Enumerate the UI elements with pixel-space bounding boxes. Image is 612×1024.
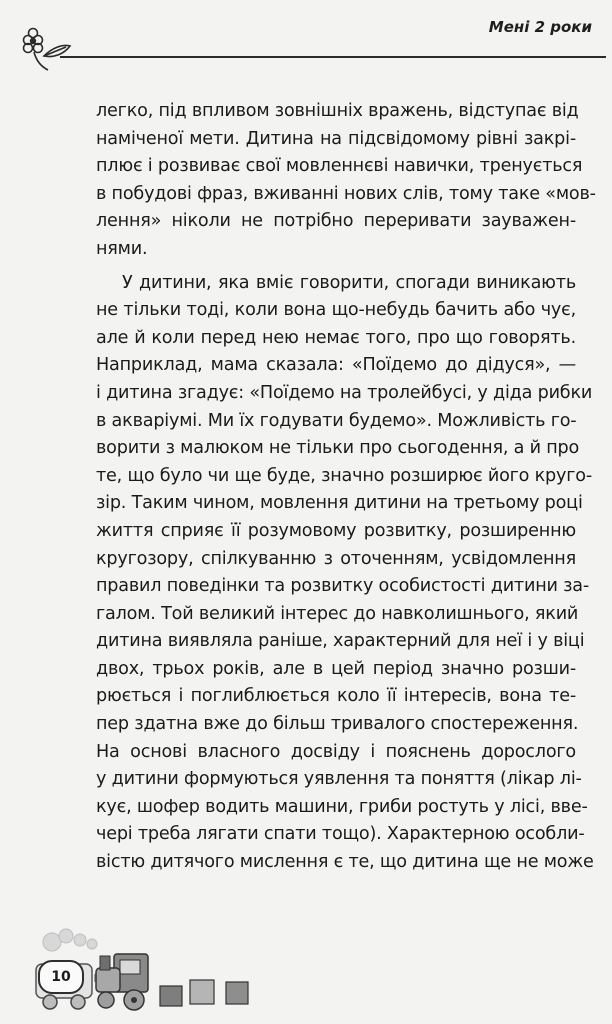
page-number-badge: 10 <box>38 960 84 994</box>
text-line: не тільки тоді, коли вона що-небудь бачить або чує, <box>96 300 576 321</box>
text-line: дитина виявляла раніше, характерний для неї і у віці <box>96 631 585 652</box>
text-line: кругозору, спілкуванню з оточенням, усвідомлення <box>96 548 576 569</box>
text-line: галом. Той великий інтерес до навколишнього, який <box>96 603 579 624</box>
text-line: але й коли перед нею немає того, про що говорять. <box>96 327 576 348</box>
text-line: в побудові фраз, вживанні нових слів, тому таке «мов- <box>96 183 596 204</box>
text-line: На основі власного досвіду і пояснень дорослого <box>96 741 576 762</box>
text-line: наміченої мети. Дитина на підсвідомому рівні закрі- <box>96 128 576 149</box>
text-line: легко, під впливом зовнішніх вражень, відступає від <box>96 101 579 121</box>
text-line: в акваріумі. Ми їх годувати будемо». Можливість го- <box>96 410 577 431</box>
text-line: вістю дитячого мислення є те, що дитина ще не може <box>96 852 594 873</box>
text-line: нями. <box>96 238 148 259</box>
text-line: плює і розвиває свої мовленнєві навички, тренується <box>96 156 583 177</box>
text-line: кує, шофер водить машини, гриби ростуть у лісі, вве- <box>96 796 588 817</box>
text-line: пер здатна вже до більш тривалого спостереження. <box>96 714 579 735</box>
text-line: лення» ніколи не потрібно переривати зауважен- <box>96 211 576 232</box>
text-line: і дитина згадує: «Поїдемо на тролейбусі, у діда рибки <box>96 382 593 403</box>
text-line: рюється і поглиблюється коло її інтересів, вона те- <box>96 686 576 707</box>
header-divider <box>60 56 606 58</box>
text-line: життя сприяє її розумовому розвитку, розширенню <box>96 520 576 541</box>
text-line: правил поведінки та розвитку особистості дитини за- <box>96 576 590 597</box>
text-line: у дитини формуються уявлення та поняття (лікар лі- <box>96 769 582 790</box>
text-line: зір. Таким чином, мовлення дитини на третьому році <box>96 493 583 514</box>
paragraph-2 <box>96 270 594 877</box>
text-line: двох, трьох років, але в цей період значно розши- <box>96 658 576 679</box>
page-header <box>0 0 612 80</box>
text-line: Наприклад, мама сказала: «Поїдемо до дідуся», — <box>96 355 576 376</box>
text-line: чері треба лягати спати тощо). Характерною особли- <box>96 824 585 845</box>
paragraph-1 <box>96 98 596 264</box>
text-line: ворити з малюком не тільки про сьогодення, а й про <box>96 438 580 459</box>
text-line: те, що було чи ще буде, значно розширює його круго- <box>96 465 592 486</box>
page-body <box>96 98 596 877</box>
text-line: У дитини, яка вміє говорити, спогади виникають <box>122 272 576 293</box>
running-header-title: Мені 2 роки <box>488 18 592 36</box>
flower-icon <box>14 26 76 72</box>
